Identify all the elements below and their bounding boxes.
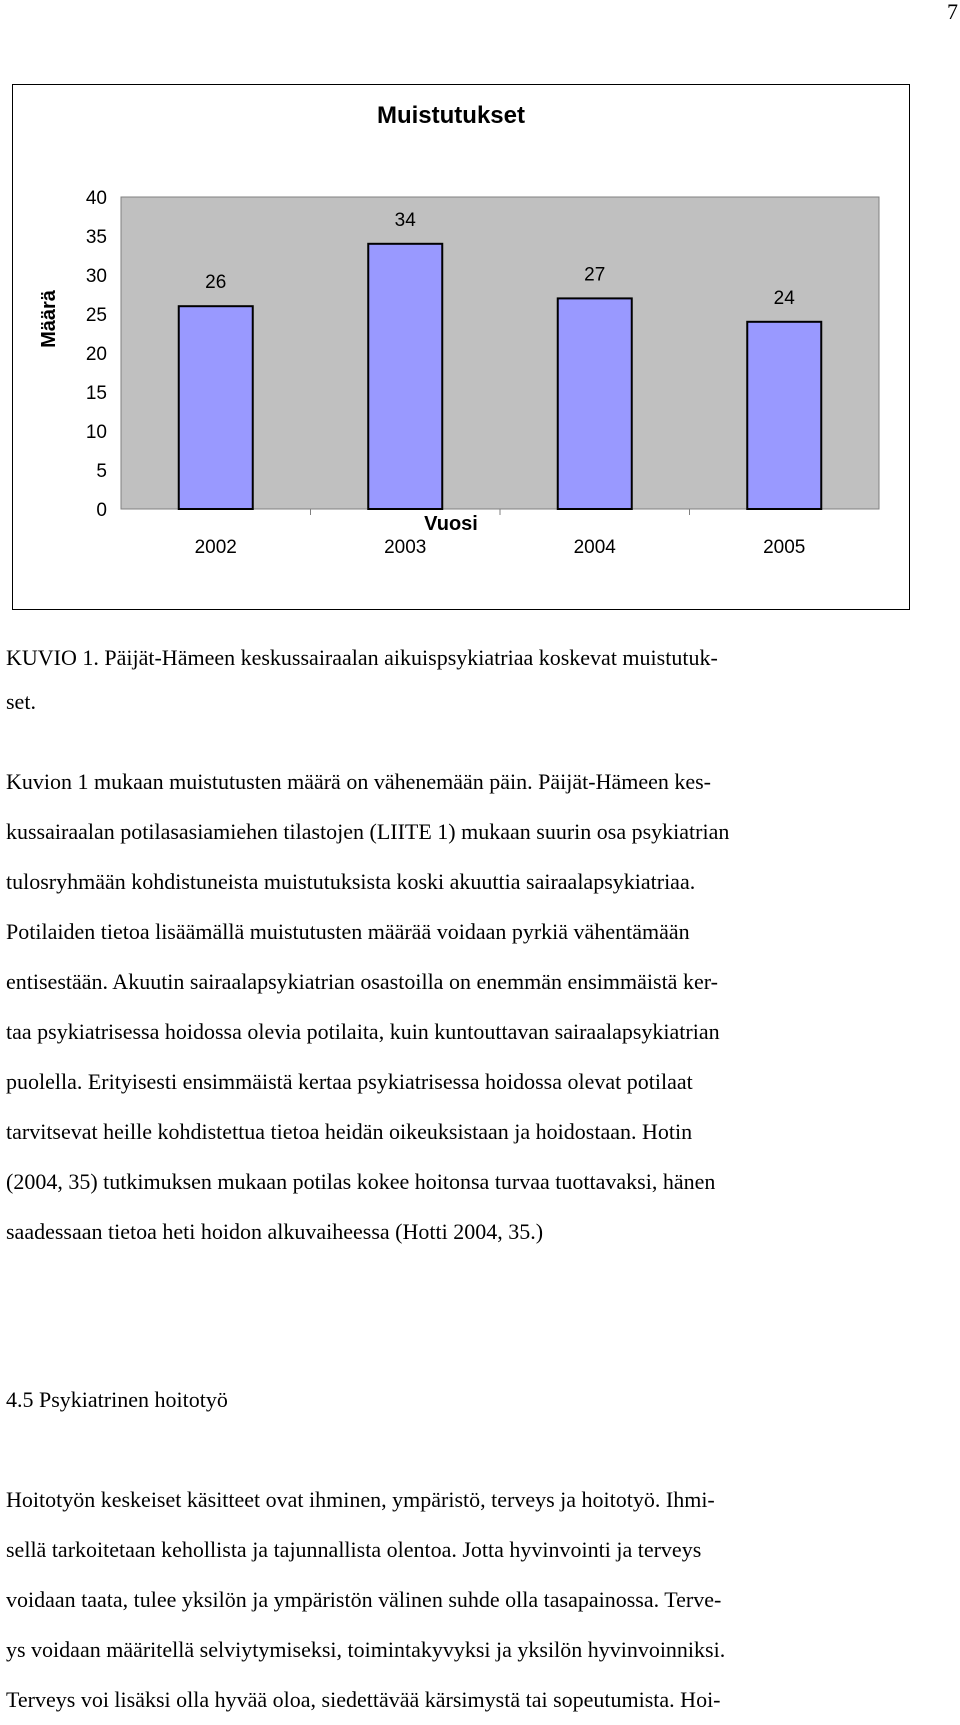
y-tick-label: 5 xyxy=(96,461,107,482)
bar xyxy=(558,298,632,509)
caption-line: set. xyxy=(6,689,36,714)
data-label: 27 xyxy=(584,264,606,286)
chart-frame xyxy=(12,84,910,610)
text-line: taa psykiatrisessa hoidossa olevia potilaita, kuin kuntouttavan sairaalapsykiatrian xyxy=(6,1019,720,1044)
text-line: Kuvion 1 mukaan muistutusten määrä on vähenemään päin. Päijät-Hämeen kes- xyxy=(6,769,712,794)
y-tick-label: 25 xyxy=(85,305,107,326)
y-tick-label: 40 xyxy=(85,188,107,209)
bar xyxy=(747,322,821,509)
text-line: (2004, 35) tutkimuksen mukaan potilas kokee hoitonsa turvaa tuottavaksi, hänen xyxy=(6,1169,716,1194)
body-paragraph-2 xyxy=(6,1475,954,1725)
y-tick-label: 0 xyxy=(96,500,107,521)
y-axis-label: Määrä xyxy=(38,290,60,348)
text-line: ys voidaan määritellä selviytymiseksi, toimintakyvyksi ja yksilön hyvinvoinniksi. xyxy=(6,1637,726,1662)
x-tick-label: 2003 xyxy=(384,537,427,558)
x-tick-label: 2005 xyxy=(763,537,806,558)
x-axis-label: Vuosi xyxy=(424,513,478,535)
page-number: 7 xyxy=(947,0,958,24)
bar xyxy=(368,244,442,509)
bar xyxy=(179,306,253,509)
text-line: tulosryhmään kohdistuneista muistutuksista koski akuuttia sairaalapsykiatriaa. xyxy=(6,869,696,894)
data-label: 34 xyxy=(394,209,416,231)
text-line: tarvitsevat heille kohdistettua tietoa heidän oikeuksistaan ja hoidostaan. Hotin xyxy=(6,1119,693,1144)
chart-title: Muistutukset xyxy=(376,102,526,129)
text-line: sellä tarkoitetaan kehollista ja tajunnallista olentoa. Jotta hyvinvointi ja terveys xyxy=(6,1537,702,1562)
y-tick-label: 15 xyxy=(85,383,107,404)
x-tick-label: 2004 xyxy=(573,537,616,558)
figure-caption xyxy=(6,636,946,724)
y-tick-label: 30 xyxy=(85,266,107,287)
y-tick-label: 35 xyxy=(85,227,107,248)
x-tick-label: 2002 xyxy=(194,537,237,558)
bar-chart xyxy=(13,85,911,611)
section-heading: 4.5 Psykiatrinen hoitotyö xyxy=(6,1387,228,1412)
data-label: 26 xyxy=(205,272,227,294)
text-line: entisestään. Akuutin sairaalapsykiatrian osastoilla on enemmän ensimmäistä ker- xyxy=(6,969,718,994)
y-tick-label: 10 xyxy=(85,422,107,443)
text-line: voidaan taata, tulee yksilön ja ympäristön välinen suhde olla tasapainossa. Terve- xyxy=(6,1587,722,1612)
text-line: Hoitotyön keskeiset käsitteet ovat ihminen, ympäristö, terveys ja hoitotyö. Ihmi- xyxy=(6,1487,715,1512)
data-label: 24 xyxy=(773,287,795,309)
caption-line: KUVIO 1. Päijät-Hämeen keskussairaalan aikuispsykiatriaa koskevat muistutuk- xyxy=(6,645,718,670)
text-line: puolella. Erityisesti ensimmäistä kertaa psykiatrisessa hoidossa olevat potilaat xyxy=(6,1069,693,1094)
text-line: saadessaan tietoa heti hoidon alkuvaiheessa (Hotti 2004, 35.) xyxy=(6,1219,544,1244)
y-tick-label: 20 xyxy=(85,344,107,365)
text-line: Potilaiden tietoa lisäämällä muistutusten määrää voidaan pyrkiä vähentämään xyxy=(6,919,690,944)
text-line: Terveys voi lisäksi olla hyvää oloa, siedettävää kärsimystä tai sopeutumista. Hoi- xyxy=(6,1687,721,1712)
text-line: kussairaalan potilasasiamiehen tilastojen (LIITE 1) mukaan suurin osa psykiatrian xyxy=(6,819,730,844)
body-paragraph-1 xyxy=(6,757,954,1257)
